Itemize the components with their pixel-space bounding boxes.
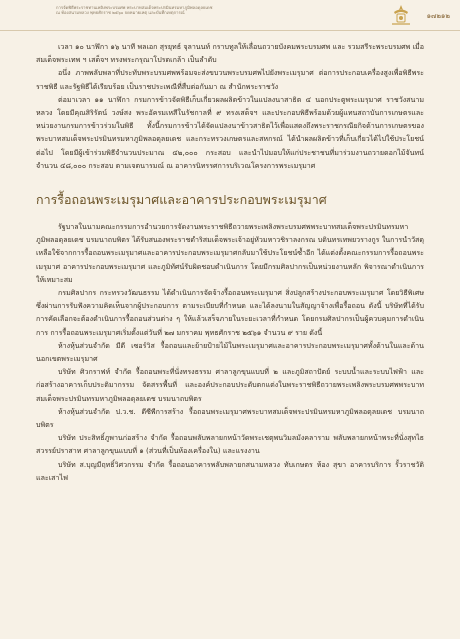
paragraph: เวลา ๑๐ นาฬิกา ๑๖ นาที พลเอก สุรยุทธ์ จุลานนท์ กราบทูลให้เลื่อนถวายบังคมพระบรมศพ และ รวมสรีระพระบรมศพ เมื่อสมเด็จพระเทพ ฯ เสด็จฯ ทรงพระกรุณาโปรดเกล้า เป็นลำดับ — [36, 42, 424, 65]
paragraph: ห้างหุ้นส่วนจำกัด ป.ว.ช. ดีซีพีการสร้าง รื้อถอนพระเมรุมาศพระบาทสมเด็จพระปรมินทรมหาภูมิพลอดุลยเดช บรมนาถบพิตร — [36, 406, 424, 430]
section-heading: การรื้อถอนพระเมรุมาศและอาคารประกอบพระเมรุมาศ — [36, 192, 327, 208]
running-header-line1: การจัดพิธีพระราชทานเพลิงพระบรมศพ พระบาทสมเด็จพระปรมินทรมหาภูมิพลอดุลยเดช — [56, 5, 213, 10]
document-body — [36, 40, 424, 484]
paragraph: บริษัท ศิวกราฟท์ จำกัด รื้อถอนพระที่นั่งทรงธรรม ศาลาลูกขุนแบบที่ ๒ และภูมิสถาปัตย์ ระบบน้ำและระบบไฟฟ้า และก่อสร้างอาคารเก็บประติมากรรม จัดสรรพื้นที่ และองค์ประกอบประดับตกแต่งในพระราชพิธีถวายพระเพลิงพระบรมศพพระบาทสมเด็จพระปรมินทรมหาภูมิพลอดุลยเดช บรมนาถบพิตร — [36, 367, 424, 403]
paragraph: อนึ่ง ภาพพลับพลาที่ประทับพระบรมศพพร้อมจะส่งขบวนพระบรมศพไปยังพระเมรุมาศ ต่อการประกอบเครื่องสูงเพื่อพิธีพระราชพิธี และรัฐพิธีได้เรียบร้อย เป็นราชประเพณีที่สืบต่อกันมา ณ สำนักพระราชวัง — [36, 68, 424, 91]
page-number: ๑๗๒๑๒ — [426, 12, 450, 20]
royal-emblem-icon — [388, 4, 414, 26]
running-header — [56, 5, 356, 15]
paragraph: บริษัท ส.บุญมีฤทธิ์วิศวกรรม จำกัด รื้อถอนอาคารพลับพลายกสนามหลวง ทับเกษตร ห้อง สุขา อาคารบริการ รั้วราชวัติ และเสาไฟ — [36, 459, 424, 482]
paragraph: ห้างหุ้นส่วนจำกัด มีดี เซอร์วิส รื้อถอนและย้ายป้ายไม้ในพระเมรุมาศและอาคารประกอบพระเมรุมาศทั้งด้านในและด้านนอกเขตพระเมรุมาศ — [36, 340, 424, 364]
paragraph: กรมศิลปากร กระทรวงวัฒนธรรม ได้ดำเนินการจัดจ้างรื้อถอนพระเมรุมาศ สิ่งปลูกสร้างประกอบพระเมรุมาศ โดยวิธีพิเศษ ซึ่งผ่านการรับฟังความคิดเห็นจากผู้ประกอบการ ตามระเบียบที่กำหนด และได้ลงนามในสัญญาจ้างเพื่อรื้อถอน ดังนี้ บริษัทที่ได้รับการคัดเลือกจะต้องดำเนินการรื้อถอนส่วนต่าง ๆ ให้แล้วเสร็จภายในระยะเวลาที่กำหนด โดยกรมศิลปากรเป็นผู้ควบคุมการดำเนินการ การรื้อถอนพระเมรุมาศเริ่มตั้งแต่วันที่ ๒๗ มกราคม พุทธศักราช ๒๕๖๑ จำนวน ๙ ราย ดังนี้ — [36, 288, 424, 337]
paragraph: บริษัท ประสิทธิ์ภูพานก่อสร้าง จำกัด รื้อถอนพลับพลายกหน้าวัดพระเชตุพนวิมลมังคลาราม พลับพลายกหน้าพระที่นั่งสุทไธสวรรย์ปราสาท ศาลาลูกขุนแบบที่ ๑ (ส่วนที่เป็นห้องเครื่องใน) และแรงงาน — [36, 433, 424, 456]
running-header-line2: ณ ท้องสนามหลวง พุทธศักราช ๒๕๖๐ จดหมายเหตุ และบันทึกเหตุการณ์ — [56, 10, 185, 16]
page-header — [0, 0, 460, 31]
paragraph: ต่อมาเวลา ๑๑ นาฬิกา กรมการข้าวจัดพิธีเก็บเกี่ยวผลผลิตข้าวในแปลงนาสาธิต ๔ นอกประตูพระเมรุมาศ ราชวังสนามหลวง โดยมีคุณสิริรัตน์ วงษ์สง พระอัครมเหสีในรัชกาลที่ ๙ ทรงเสด็จฯ และประกอบพิธีพร้อมด้วยผู้แทนสถาบันการเกษตรและหน่วยงานกรมการข้าวร่วมในพิธี ทั้งนี้กรมการข้าวได้จัดแปลงนาข้าวสาธิตไว้เพื่อแสดงถึงพระราชกรณียกิจด้านการเกษตรของพระบาทสมเด็จพระปรมินทรมหาภูมิพลอดุลยเดช และกระทรวงเกษตรและสหกรณ์ ได้นำผลผลิตข้าวที่เก็บเกี่ยวได้ไปใช้ประโยชน์ต่อไป โดยมีผู้เข้าร่วมพิธีจำนวนประมาณ ๔๒,๐๐๐ กระสอบ และนำไปมอบให้แก่ประชาชนที่มาร่วมงานถวายดอกไม้จันทน์ จำนวน ๔๘,๐๐๐ กระสอบ ตามเจตนารมณ์ ณ อาคารนิทรรศการบริเวณโครงการพระเมรุมาศ — [36, 94, 424, 170]
paragraph: รัฐบาลในนามคณะกรรมการอำนวยการจัดงานพระราชพิธีถวายพระเพลิงพระบรมศพพระบาทสมเด็จพระปรมินทรมหาภูมิพลอดุลยเดช บรมนาถบพิตร ได้รับสนองพระราชดำริสมเด็จพระเจ้าอยู่หัวมหาวชิราลงกรณ บดินทรเทพยวรางกูร ในการนำวัสดุเหลือใช้จากการรื้อถอนพระเมรุมาศและอาคารประกอบพระเมรุมาศกลับมาใช้ประโยชน์ซ้ำอีก ได้แต่งตั้งคณะกรรมการรื้อถอนพระเมรุมาศ อาคารประกอบพระเมรุมาศ และภูมิทัศน์รับผิดชอบดำเนินการ โดยมีกรมศิลปากรเป็นหน่วยงานหลัก พิจารณาดำเนินการให้เหมาะสม — [36, 222, 424, 284]
